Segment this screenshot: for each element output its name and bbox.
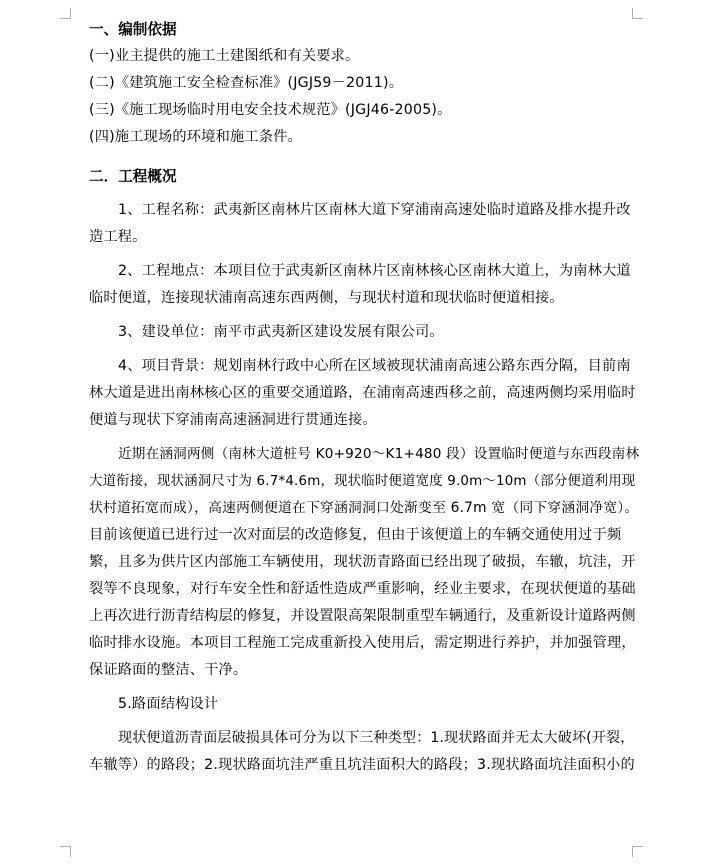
- recent-status-line-4: 目前该便道已进行过一次对面层的改造修复，但由于该便道上的车辆交通使用过于频: [89, 527, 622, 543]
- section-heading-basis: 一、编制依据: [89, 21, 177, 38]
- recent-status-line-7: 上再次进行沥青结构层的修复，并设置限高架限制重型车辆通行，及重新设计道路两侧: [89, 608, 636, 624]
- project-name-line-2: 造工程。: [89, 229, 147, 245]
- project-background-line-2: 林大道是进出南林核心区的重要交通道路，在浦南高速西移之前，高速两侧均采用临时: [89, 385, 636, 401]
- recent-status-line-6: 裂等不良现象，对行车安全性和舒适性造成严重影响，经业主要求，在现状便道的基础: [89, 581, 636, 597]
- project-background-line-3: 便道与现状下穿浦南高速涵洞进行贯通连接。: [89, 412, 377, 428]
- pavement-design-heading: 5.路面结构设计: [118, 696, 219, 712]
- recent-status-line-1: 近期在涵洞两侧（南林大道桩号 K0+920～K1+480 段）设置临时便道与东西段南林: [118, 446, 640, 462]
- recent-status-line-8: 临时排水设施。本项目工程施工完成重新投入使用后，需定期进行养护，并加强管理，: [89, 635, 636, 651]
- crop-mark-top-left: [60, 8, 71, 19]
- document-body: [89, 16, 639, 779]
- crop-mark-bottom-right: [632, 846, 643, 857]
- basis-item-2: (二)《建筑施工安全检查标准》(JGJ59－2011)。: [89, 75, 404, 91]
- recent-status-line-5: 繁，且多为供片区内部施工车辆使用，现状沥青路面已经出现了破损，车辙，坑洼，开: [89, 554, 636, 570]
- recent-status-line-9: 保证路面的整洁、干净。: [89, 662, 248, 678]
- project-location-line-1: 2、工程地点：本项目位于武夷新区南林片区南林核心区南林大道上，为南林大道: [118, 263, 631, 279]
- crop-mark-bottom-left: [60, 846, 71, 857]
- construction-unit-line: 3、建设单位：南平市武夷新区建设发展有限公司。: [118, 324, 444, 340]
- pavement-damage-line-2: 车辙等）的路段；2.现状路面坑洼严重且坑洼面积大的路段；3.现状路面坑洼面积小的: [89, 757, 635, 773]
- project-name-line-1: 1、工程名称：武夷新区南林片区南林大道下穿浦南高速处临时道路及排水提升改: [118, 202, 631, 218]
- project-background-line-1: 4、项目背景：规划南林行政中心所在区域被现状浦南高速公路东西分隔，目前南: [118, 358, 631, 374]
- basis-item-4: (四)施工现场的环境和施工条件。: [89, 129, 302, 145]
- project-location-line-2: 临时便道，连接现状浦南高速东西两侧，与现状村道和现状临时便道相接。: [89, 290, 564, 306]
- pavement-damage-line-1: 现状便道沥青面层破损具体可分为以下三种类型：1.现状路面并无太大破坏(开裂，: [118, 730, 635, 746]
- recent-status-line-2: 大道衔接，现状涵洞尺寸为 6.7*4.6m，现状临时便道宽度 9.0m～10m（部分便道利用现: [89, 474, 636, 489]
- basis-item-1: (一)业主提供的施工土建图纸和有关要求。: [89, 48, 360, 64]
- recent-status-line-3: 状村道拓宽而成），高速两侧便道在下穿涵洞洞口处渐变至 6.7m 宽（同下穿涵洞净宽）。: [89, 500, 639, 516]
- basis-item-3: (三)《施工现场临时用电安全技术规范》(JGJ46-2005)。: [89, 102, 452, 118]
- section-heading-overview: 二．工程概况: [89, 168, 177, 185]
